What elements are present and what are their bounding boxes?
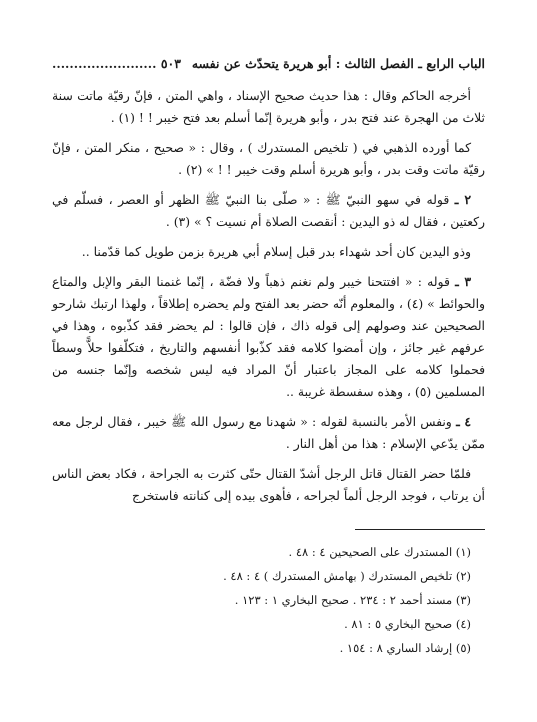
running-header bbox=[52, 56, 485, 85]
paragraph: ٢ ـ قوله في سهو النبيّ ﷺ : « صلّى بنا النبيّ ﷺ الظهر أو العصر ، فسلّم في ركعتين ، فقال له ذو اليدين : أنقصت الصلاة أم نسيت ؟ » (٣) . bbox=[52, 192, 485, 229]
footnote: (٢) تلخيص المستدرك ( بهامش المستدرك ) ٤ : ٤٨ . bbox=[223, 569, 471, 583]
paragraph: وذو اليدين كان أحد شهداء بدر قبل إسلام أبي هريرة بزمن طويل كما قدّمنا .. bbox=[81, 244, 471, 259]
footnote: (١) المستدرك على الصحيحين ٤ : ٤٨ . bbox=[288, 545, 471, 559]
paragraph: ٣ ـ قوله : « افتتحنا خيبر ولم نغنم ذهباً ولا فضّة ، إنّما غنمنا البقر والإبل والمتاع والحوائط » (٤) ، والمعلوم أنّه حضر بعد الفتح ولم يحضره إطلاقاً ، ولهذا ارتبك شارحو الصحيحين عند وصولهم إلى قوله ذاك ، فإن قالوا : لم يحضر فقد كذّبوه ، وهذا في عرفهم غير جائز ، وإن أمضوا كلامه فقد كذّبوا أنفسهم والتاريخ ، فتكلّفوا حلاًّ وسطاً فحملوا كلامه على المجاز باعتبار أنّ المراد فيه ليس شخصه وإنّما جنسه من المسلمين (٥) ، وهذه سفسطة غريبة .. bbox=[52, 274, 486, 399]
footnotes bbox=[52, 540, 485, 660]
paragraph: فلمّا حضر القتال قاتل الرجل أشدّ القتال حتّى كثرت به الجراحة ، فكاد بعض الناس أن يرتاب ، فوجد الرجل ألماً لجراحه ، فأهوى بيده إلى كنانته فاستخرج bbox=[52, 466, 485, 503]
footnote: (٤) صحيح البخاري ٥ : ٨١ . bbox=[344, 617, 471, 631]
paragraph: كما أورده الذهبي في ( تلخيص المستدرك ) ، وقال : « صحيح ، منكر المتن ، فإنّ رقيّة ماتت وقت بدر ، وأبو هريرة أسلم وقت خيبر ! ! » (٢) . bbox=[52, 140, 485, 177]
header-title: الباب الرابع ـ الفصل الثالث : أبو هريرة يتحدّث عن نفسه bbox=[191, 56, 485, 71]
paragraph: أخرجه الحاكم وقال : هذا حديث صحيح الإسناد ، واهي المتن ، فإنّ رقيّة ماتت سنة ثلاث من الهجرة عند فتح بدر ، وأبو هريرة إنّما أسلم بعد فتح خيبر ! ! (١) . bbox=[52, 88, 485, 125]
header-page-number bbox=[52, 56, 181, 71]
footnote: (٥) إرشاد الساري ٨ : ١٥٤ . bbox=[339, 641, 471, 655]
header-dots: ........................ bbox=[52, 56, 157, 71]
page-number: ٥٠٣ bbox=[160, 56, 181, 71]
main-text bbox=[52, 85, 485, 507]
footnote-divider bbox=[355, 529, 485, 530]
paragraph: ٤ ـ ونفس الأمر بالنسبة لقوله : « شهدنا مع رسول الله ﷺ خيبر ، فقال لرجل معه ممّن يدّعي الإسلام : هذا من أهل النار . bbox=[52, 414, 485, 451]
footnote: (٣) مسند أحمد ٢ : ٢٣٤ . صحيح البخاري ١ : ١٢٣ . bbox=[234, 593, 471, 607]
